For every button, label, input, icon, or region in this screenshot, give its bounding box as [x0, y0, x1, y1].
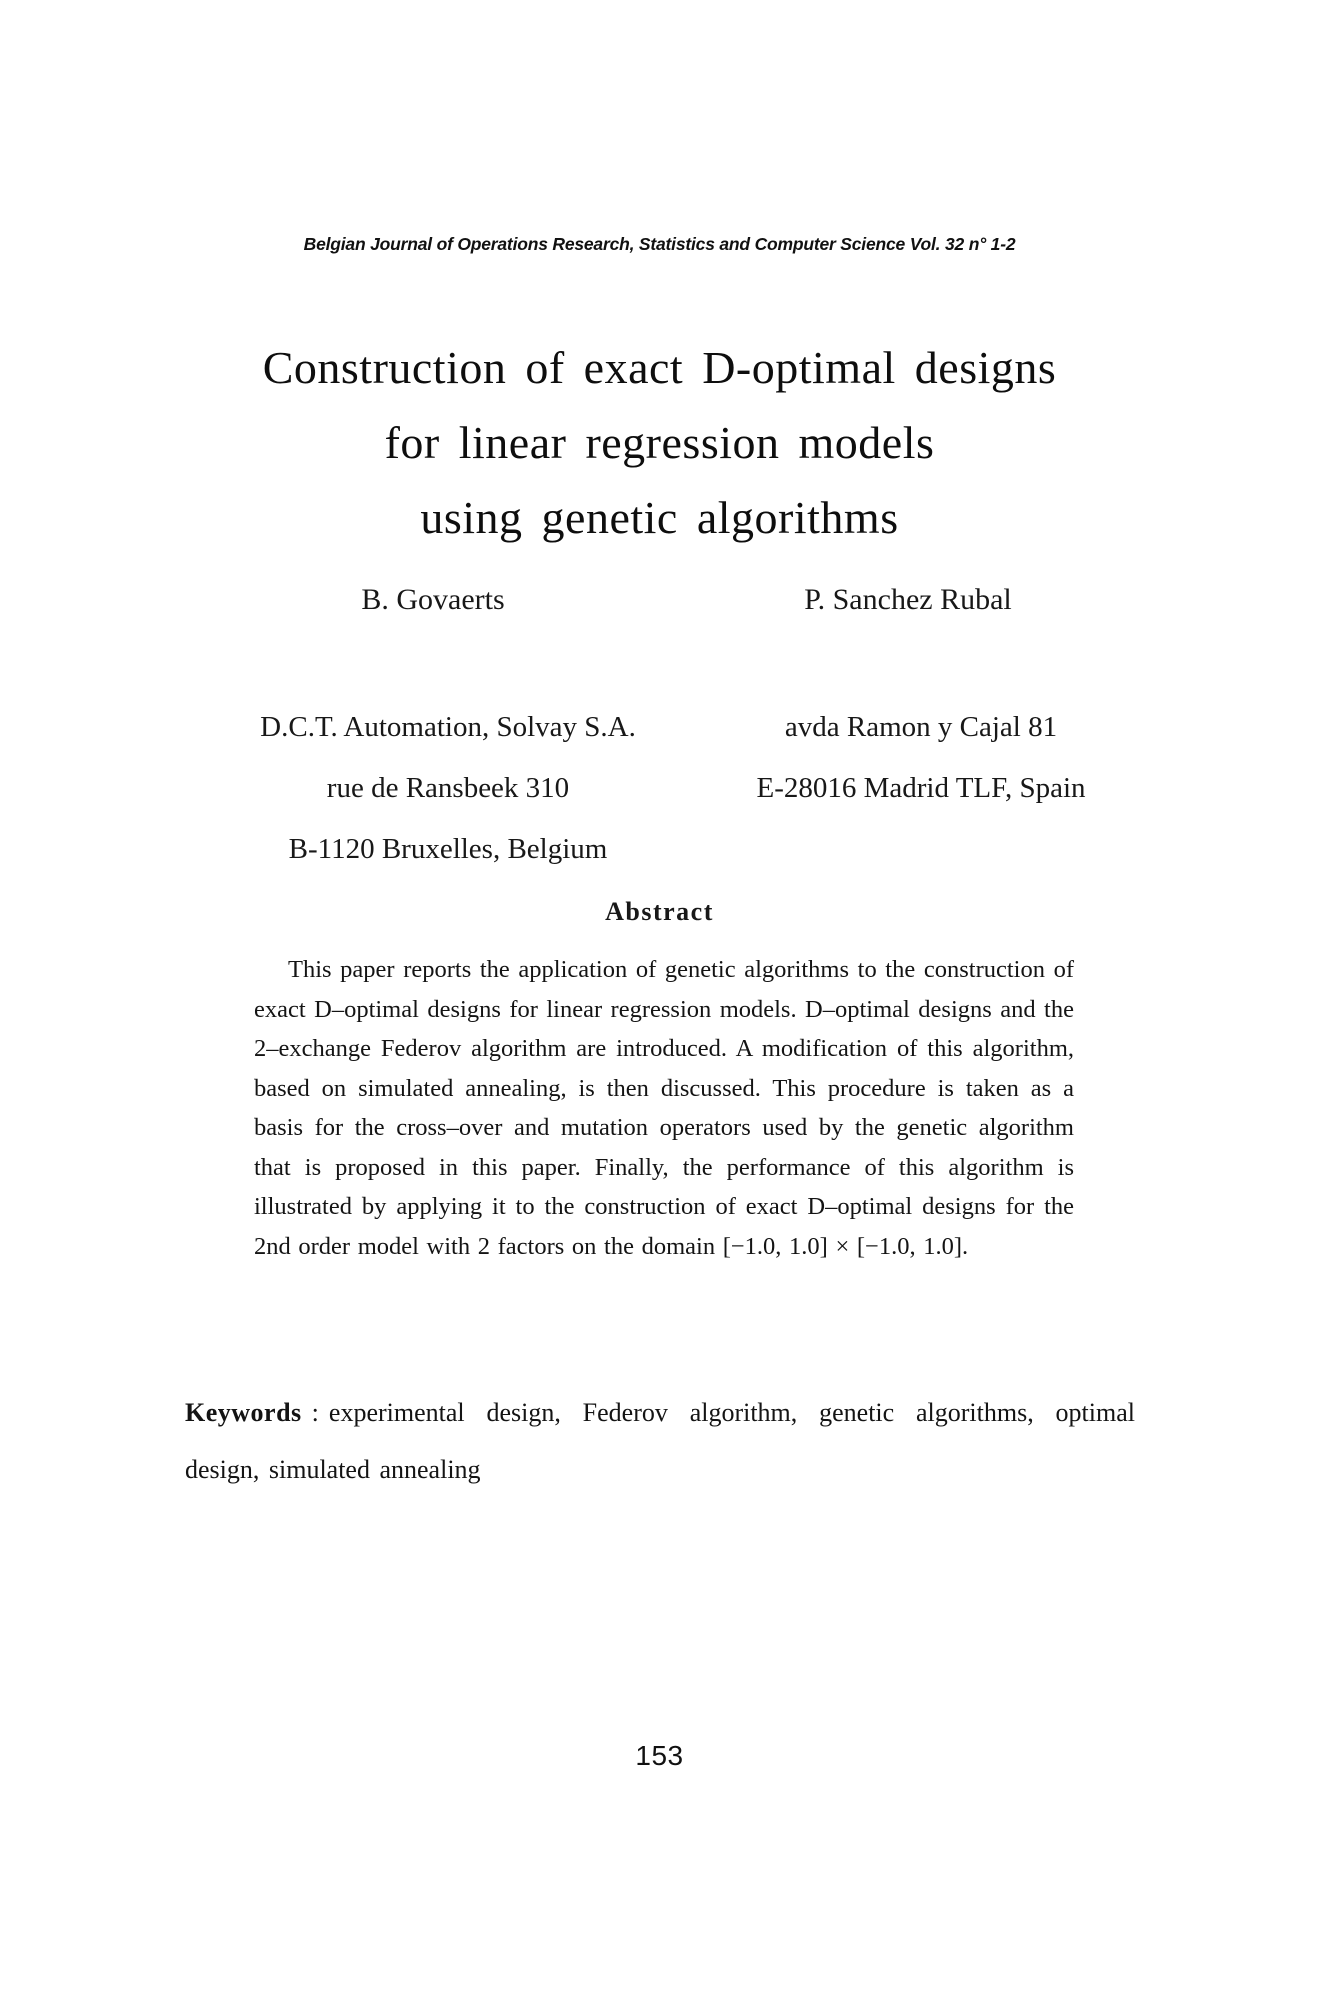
- affiliation-left: [260, 697, 636, 880]
- author-name-1: B. Govaerts: [361, 583, 505, 616]
- abstract-heading: Abstract: [605, 897, 714, 926]
- abstract-text: This paper reports the application of genetic algorithms to the construction of exact D–optimal designs for linear regression models. D–optimal designs and the 2–exchange Federov algorithm are introduced. A modification of this algorithm, based on simulated annealing, is then discussed. This procedure is taken as a basis for the cross–over and mutation operators used by the genetic algorithm that is proposed in this paper. Finally, the performance of this algorithm is illustrated by applying it to the construction of exact D–optimal designs for the 2nd order model with 2 factors on the domain [−1.0, 1.0] × [−1.0, 1.0].: [254, 956, 1074, 1260]
- page-number: 153: [635, 1740, 684, 1771]
- affiliation-right: [756, 697, 1085, 819]
- keywords-separator: :: [311, 1398, 319, 1427]
- keywords-label: Keywords: [185, 1398, 302, 1427]
- article-title-line-3: using genetic algorithms: [420, 492, 899, 543]
- affiliation-left-line-3: B-1120 Bruxelles, Belgium: [288, 833, 608, 865]
- affiliation-left-line-1: D.C.T. Automation, Solvay S.A.: [260, 711, 636, 743]
- keywords-text: experimental design, Federov algorithm, genetic algorithms, optimal design, simulated annealing: [185, 1398, 1135, 1484]
- author-name-2: P. Sanchez Rubal: [804, 583, 1012, 616]
- journal-header: Belgian Journal of Operations Research, Statistics and Computer Science Vol. 32 n° 1-2: [303, 234, 1016, 254]
- affiliation-left-line-2: rue de Ransbeek 310: [326, 772, 570, 804]
- affiliation-right-line-1: avda Ramon y Cajal 81: [784, 711, 1058, 743]
- authors-row: [0, 583, 1319, 627]
- article-title-line-2: for linear regression models: [384, 417, 935, 468]
- affiliation-right-line-2: E-28016 Madrid TLF, Spain: [756, 772, 1086, 804]
- keywords-section: [185, 1384, 1135, 1498]
- article-title-line-1: Construction of exact D-optimal designs: [262, 342, 1057, 393]
- article-title: [0, 330, 1319, 555]
